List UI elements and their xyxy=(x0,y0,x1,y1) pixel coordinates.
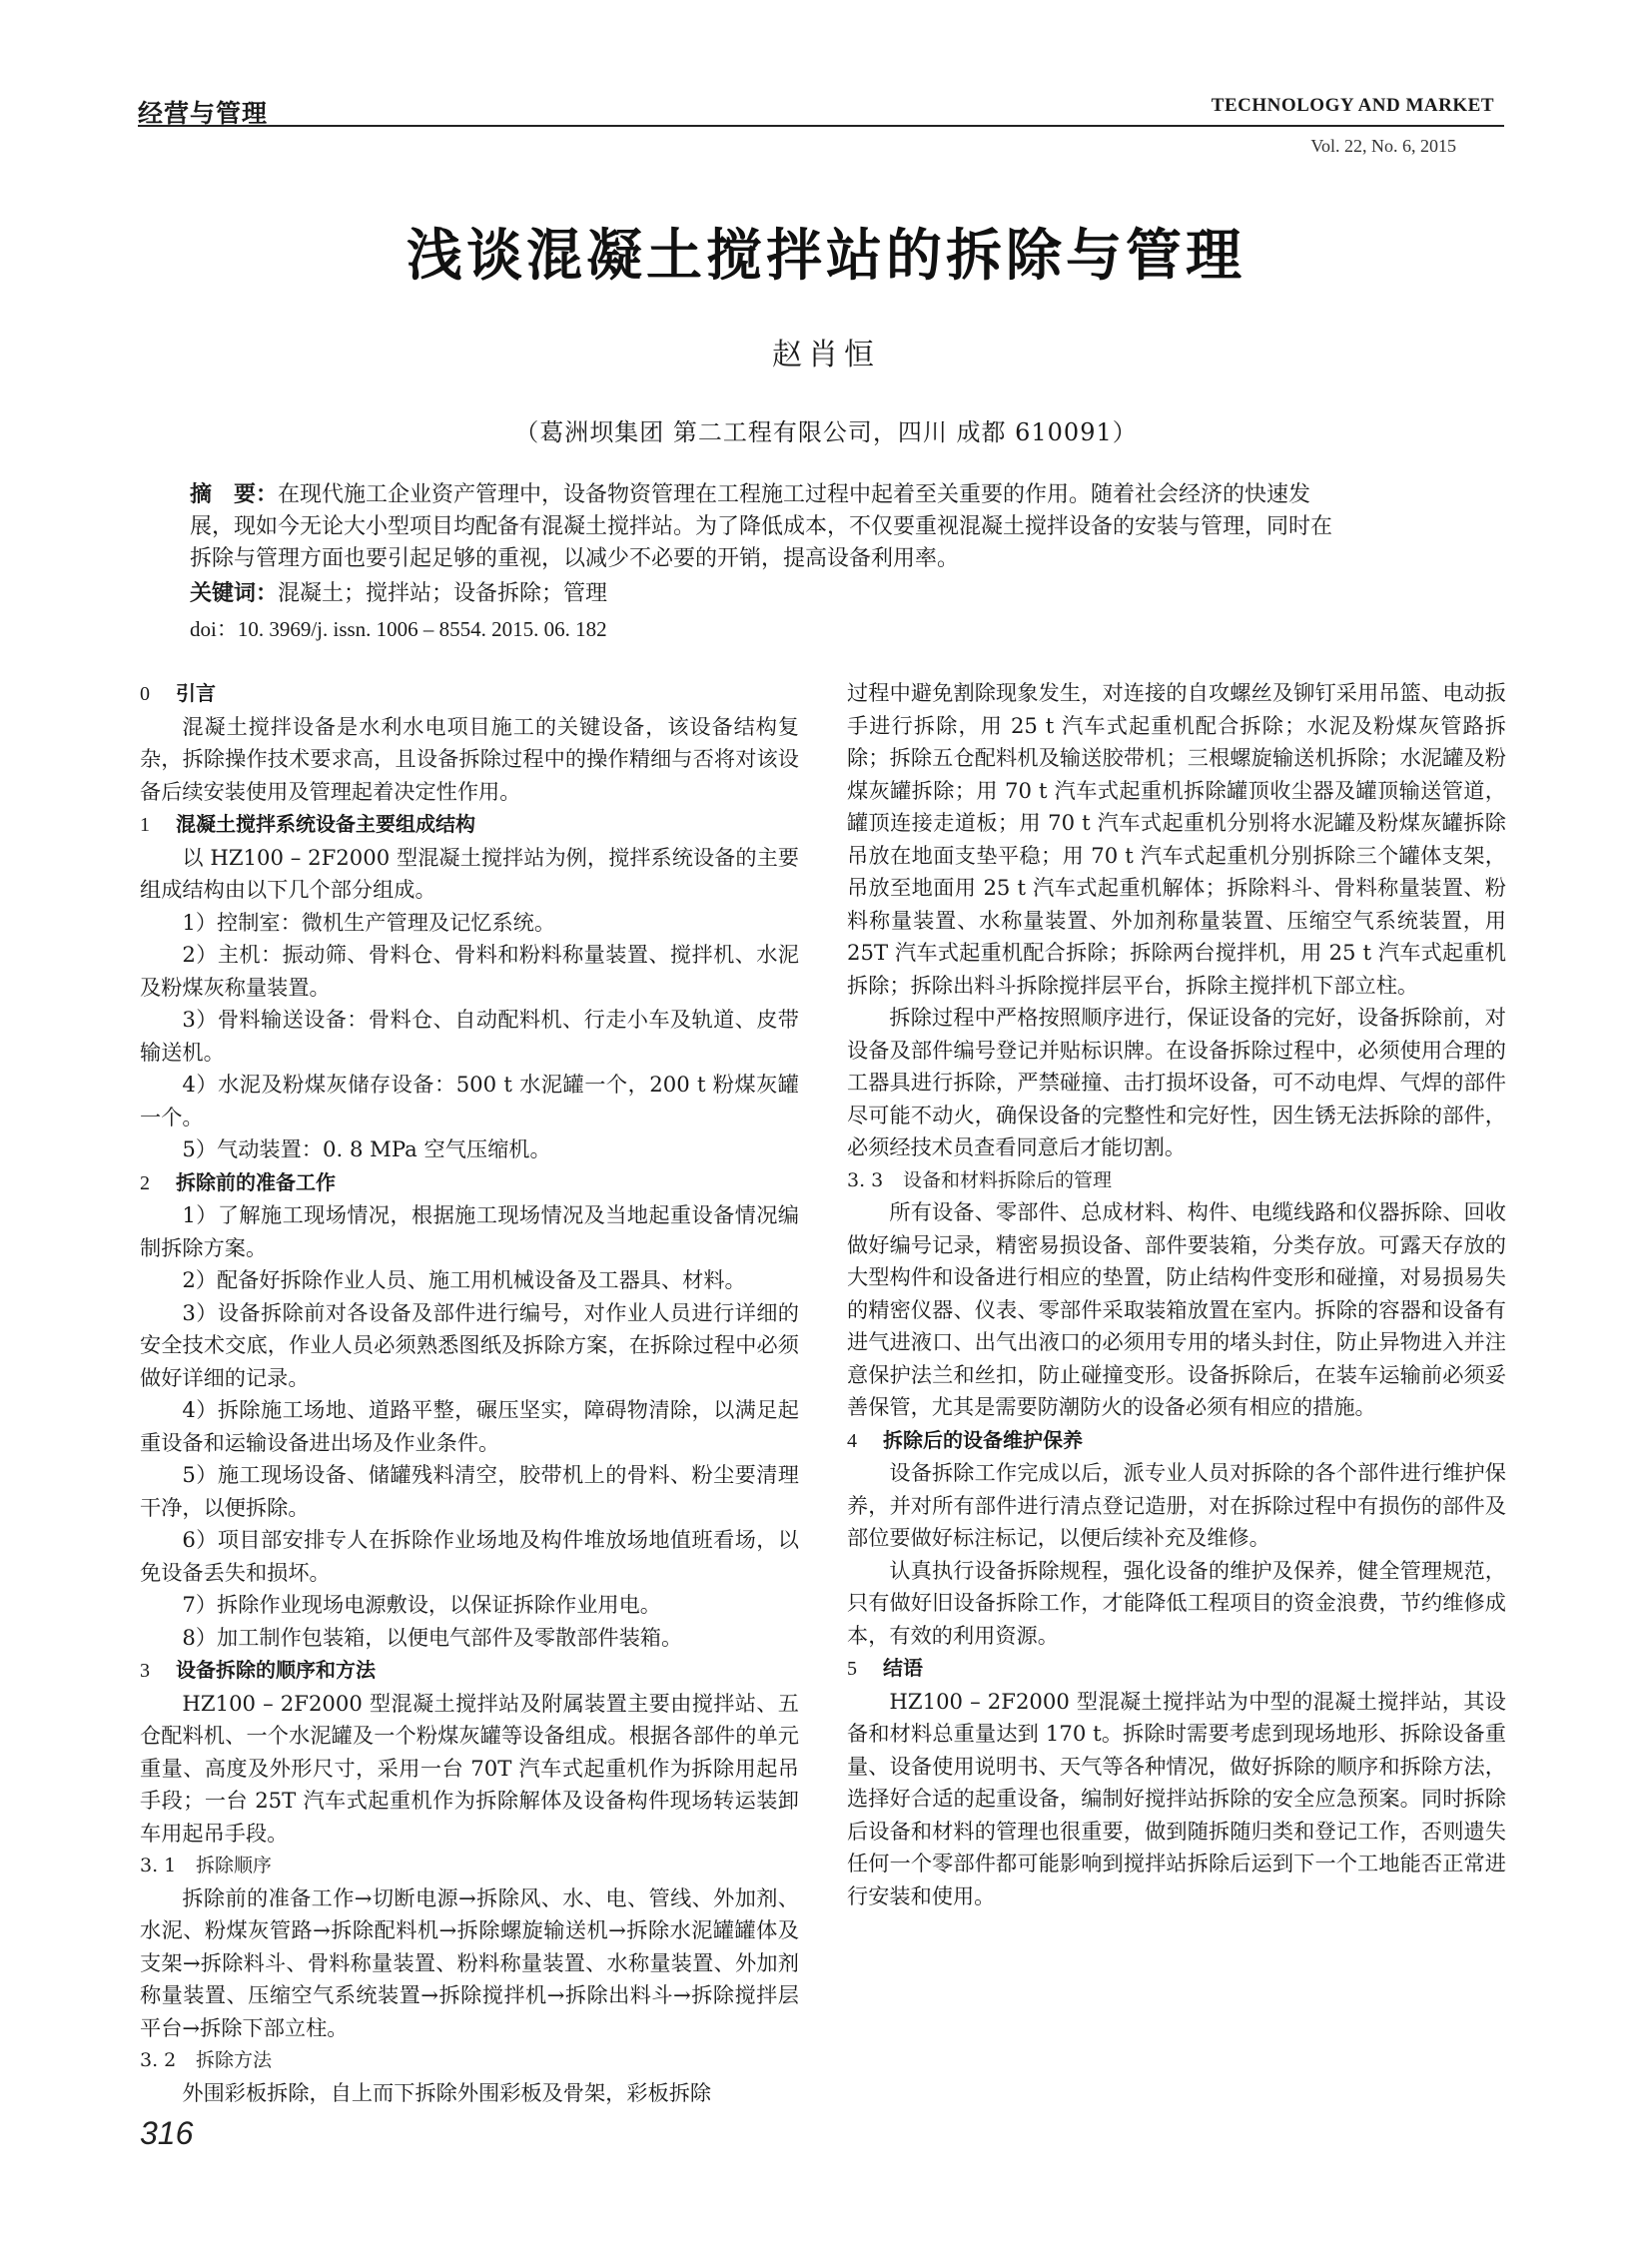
section-heading-2: 2 拆除前的准备工作 xyxy=(140,1169,336,1194)
author-affiliation: （葛洲坝集团 第二工程有限公司，四川 成都 610091） xyxy=(514,418,1138,446)
list-item: 2）主机：振动筛、骨料仓、骨料和粉料称量装置、搅拌机、水泥及粉煤灰称量装置。 xyxy=(140,942,799,1000)
list-item: 1）控制室：微机生产管理及记忆系统。 xyxy=(182,909,556,935)
list-item: 6）项目部安排专人在拆除作业场地及构件堆放场地值班看场，以免设备丢失和损坏。 xyxy=(140,1527,799,1585)
list-item: 5）施工现场设备、储罐残料清空，胶带机上的骨料、粉尘要清理干净，以便拆除。 xyxy=(140,1462,799,1520)
journal-name: TECHNOLOGY AND MARKET xyxy=(1211,95,1494,116)
list-item: 3）骨料输送设备：骨料仓、自动配料机、行走小车及轨道、皮带输送机。 xyxy=(140,1007,799,1065)
subsection-heading-3-3: 3. 3 设备和材料拆除后的管理 xyxy=(847,1168,1113,1191)
abstract-line-1: 在现代施工企业资产管理中，设备物资管理在工程施工过程中起着至关重要的作用。随着社会经济的快速发 xyxy=(278,482,1311,507)
list-item: 8）加工制作包装箱，以便电气部件及零散部件装箱。 xyxy=(182,1624,683,1650)
paragraph: HZ100 – 2F2000 型混凝土搅拌站为中型的混凝土搅拌站，其设备和材料总重量达到 170 t。拆除时需要考虑到现场地形、拆除设备重量、设备使用说明书、天气等各种情况，做好拆除的顺序和拆除方法，选择好合适的起重设备，编制好搅拌站拆除的安全应急预案。同时拆除后设备和材料的管理也很重要，做到随拆随归类和登记工作，否则遗失任何一个零部件都可能影响到搅拌站拆除后运到下一个工地能否正常进行安装和使用。 xyxy=(847,1688,1506,1908)
paragraph: 拆除前的准备工作→切断电源→拆除风、水、电、管线、外加剂、水泥、粉煤灰管路→拆除配料机→拆除螺旋输送机→拆除水泥罐罐体及支架→拆除料斗、骨料称量装置、粉料称量装置、水称量装置、外加剂称量装置、压缩空气系统装置→拆除搅拌机→拆除出料斗→拆除搅拌层平台→拆除下部立柱。 xyxy=(140,1884,799,2040)
keywords-label: 关键词： xyxy=(190,581,279,606)
keywords xyxy=(190,578,1484,610)
abstract xyxy=(190,479,1484,575)
paragraph: 认真执行设备拆除规程，强化设备的维护及保养，健全管理规范，只有做好旧设备拆除工作，才能降低工程项目的资金浪费，节约维修成本，有效的利用资源。 xyxy=(847,1557,1506,1648)
volume-info: Vol. 22, No. 6, 2015 xyxy=(1310,136,1456,156)
page-number: 316 xyxy=(140,2115,194,2151)
list-item: 4）拆除施工场地、道路平整，碾压坚实，障碍物清除，以满足起重设备和运输设备进出场及作业条件。 xyxy=(140,1397,799,1455)
doi: doi：10. 3969/j. issn. 1006 – 8554. 2015. 06. 182 xyxy=(190,617,607,641)
list-item: 5）气动装置：0. 8 MPa 空气压缩机。 xyxy=(182,1136,551,1161)
list-item: 7）拆除作业现场电源敷设，以保证拆除作业用电。 xyxy=(182,1592,661,1617)
list-item: 1）了解施工现场情况，根据施工现场情况及当地起重设备情况编制拆除方案。 xyxy=(140,1202,799,1260)
paragraph: 过程中避免割除现象发生，对连接的自攻螺丝及铆钉采用吊篮、电动扳手进行拆除，用 25 t 汽车式起重机配合拆除；水泥及粉煤灰管路拆除；拆除五仓配料机及输送胶带机；三根螺旋输送机拆除；水泥罐及粉煤灰罐拆除；用 70 t 汽车式起重机拆除罐顶收尘器及罐顶输送管道，罐顶连接走道板；用 70 t 汽车式起重机分别将水泥罐及粉煤灰罐拆除吊放在地面支垫平稳；用 70 t 汽车式起重机分别拆除三个罐体支架，吊放至地面用 25 t 汽车式起重机解体；拆除料斗、骨料称量装置、粉料称量装置、水称量装置、外加剂称量装置、压缩空气系统装置，用 25T 汽车式起重机配合拆除；拆除两台搅拌机，用 25 t 汽车式起重机拆除；拆除出料斗拆除搅拌层平台，拆除主搅拌机下部立柱。 xyxy=(847,680,1506,998)
subsection-heading-3-2: 3. 2 拆除方法 xyxy=(140,2049,273,2071)
section-heading-5: 5 结语 xyxy=(847,1656,923,1680)
abstract-line-3: 拆除与管理方面也要引起足够的重视，以减少不必要的开销，提高设备利用率。 xyxy=(190,546,960,571)
list-item: 4）水泥及粉煤灰储存设备：500 t 水泥罐一个，200 t 粉煤灰罐一个。 xyxy=(140,1072,799,1129)
keywords-text: 混凝土；搅拌站；设备拆除；管理 xyxy=(278,581,608,606)
article-author: 赵肖恒 xyxy=(772,338,880,373)
article-title: 浅谈混凝土搅拌站的拆除与管理 xyxy=(407,224,1245,289)
list-item: 2）配备好拆除作业人员、施工用机械设备及工器具、材料。 xyxy=(182,1267,746,1292)
paragraph: 以 HZ100 – 2F2000 型混凝土搅拌站为例，搅拌系统设备的主要组成结构由以下几个部分组成。 xyxy=(140,844,799,902)
section-heading-4: 4 拆除后的设备维护保养 xyxy=(847,1427,1083,1452)
header-rule xyxy=(138,125,1504,127)
abstract-label: 摘 要： xyxy=(190,482,279,507)
paragraph: 外围彩板拆除，自上而下拆除外围彩板及骨架，彩板拆除 xyxy=(182,2079,712,2105)
section-heading-1: 1 混凝土搅拌系统设备主要组成结构 xyxy=(140,812,475,836)
section-heading-0: 0 引言 xyxy=(140,681,216,705)
paragraph: HZ100 – 2F2000 型混凝土搅拌站及附属装置主要由搅拌站、五仓配料机、一个水泥罐及一个粉煤灰罐等设备组成。根据各部件的单元重量、高度及外形尺寸，采用一台 70T 汽车式起重机作为拆除用起吊手段；一台 25T 汽车式起重机作为拆除解体及设备构件现场转运装卸车用起吊手段。 xyxy=(140,1690,799,1846)
section-heading-3: 3 设备拆除的顺序和方法 xyxy=(140,1658,376,1682)
paragraph: 所有设备、零部件、总成材料、构件、电缆线路和仪器拆除、回收做好编号记录，精密易损设备、部件要装箱，分类存放。可露天存放的大型构件和设备进行相应的垫置，防止结构件变形和碰撞，对易损易失的精密仪器、仪表、零部件采取装箱放置在室内。拆除的容器和设备有进气进液口、出气出液口的必须用专用的堵头封住，防止异物进入并注意保护法兰和丝扣，防止碰撞变形。设备拆除后，在装车运输前必须妥善保管，尤其是需要防潮防火的设备必须有相应的措施。 xyxy=(847,1199,1506,1419)
list-item: 3）设备拆除前对各设备及部件进行编号，对作业人员进行详细的安全技术交底，作业人员必须熟悉图纸及拆除方案，在拆除过程中必须做好详细的记录。 xyxy=(140,1299,799,1390)
paragraph: 设备拆除工作完成以后，派专业人员对拆除的各个部件进行维护保养，并对所有部件进行清点登记造册，对在拆除过程中有损伤的部件及部位要做好标注标记，以便后续补充及维修。 xyxy=(847,1460,1506,1550)
left-column xyxy=(140,677,799,2109)
subsection-heading-3-1: 3. 1 拆除顺序 xyxy=(140,1855,273,1876)
paragraph: 拆除过程中严格按照顺序进行，保证设备的完好，设备拆除前，对设备及部件编号登记并贴标识牌。在设备拆除过程中，必须使用合理的工器具进行拆除，严禁碰撞、击打损坏设备，可不动电焊、气焊的部件尽可能不动火，确保设备的完整性和完好性，因生锈无法拆除的部件，必须经技术员查看同意后才能切割。 xyxy=(847,1005,1506,1159)
paragraph: 混凝土搅拌设备是水利水电项目施工的关键设备，该设备结构复杂，拆除操作技术要求高，且设备拆除过程中的操作精细与否将对该设备后续安装使用及管理起着决定性作用。 xyxy=(140,713,799,804)
journal-section-label: 经营与管理 xyxy=(138,99,269,128)
right-column xyxy=(847,677,1506,1912)
abstract-line-2: 展，现如今无论大小型项目均配备有混凝土搅拌站。为了降低成本，不仅要重视混凝土搅拌设备的安装与管理，同时在 xyxy=(190,514,1333,539)
